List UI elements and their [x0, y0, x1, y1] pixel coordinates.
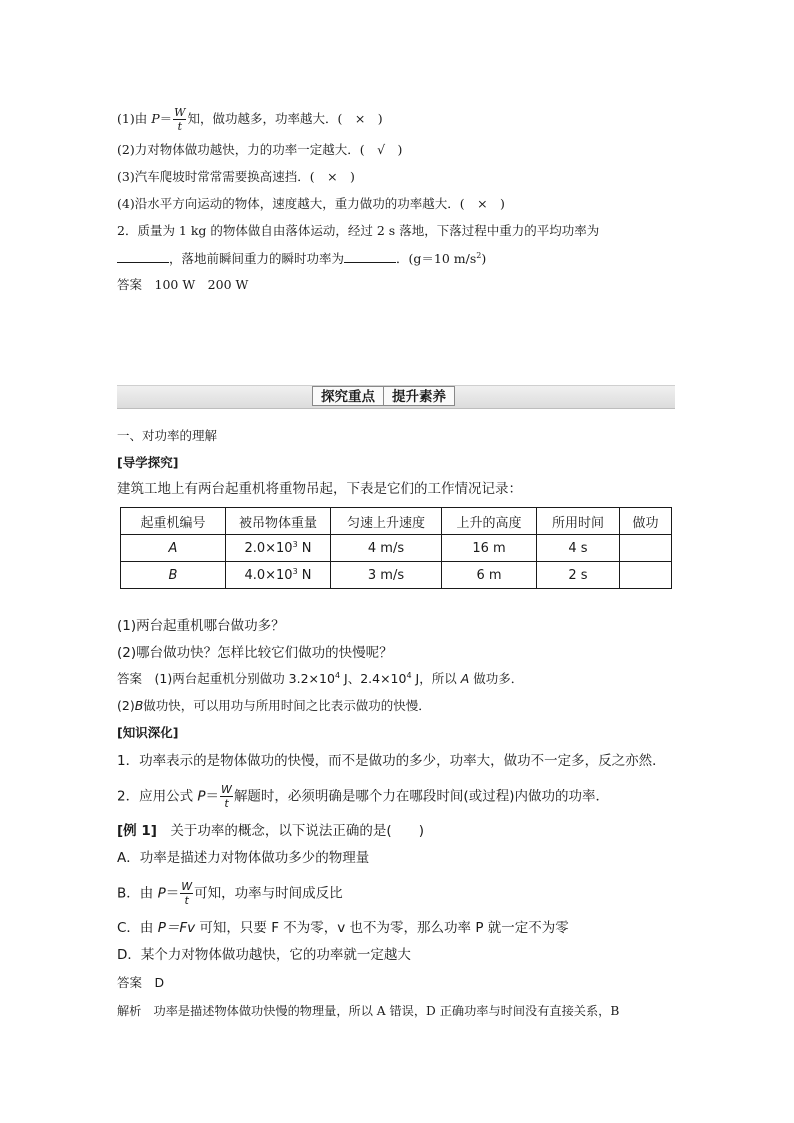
table-cell	[620, 562, 672, 589]
table-header: 匀速上升速度	[331, 508, 442, 535]
answer-1-prefix: 答案 (1)两台起重机分别做功 3.2×10	[117, 671, 335, 686]
work-over-time-fraction	[173, 107, 186, 132]
equals-sign: ＝	[159, 111, 173, 126]
question-2-close: )	[481, 251, 487, 266]
tf-item-4: (4)沿水平方向运动的物体，速度越大，重力做功的功率越大．( × )	[117, 196, 505, 211]
knowledge-point-2-prefix: 2．应用公式	[117, 788, 198, 805]
weight-exponent: 3	[292, 566, 298, 576]
table-row	[121, 535, 672, 562]
exponent: 4	[334, 671, 341, 680]
weight-unit: N	[297, 540, 312, 556]
table-cell	[226, 562, 331, 589]
exponent: 4	[406, 671, 412, 680]
knowledge-point-2	[117, 784, 609, 809]
fraction-numerator: W	[174, 106, 186, 119]
fraction-numerator: W	[221, 783, 232, 796]
crane-record-table	[120, 507, 672, 589]
fraction-denominator: t	[177, 120, 182, 133]
table-header: 做功	[620, 508, 672, 535]
option-b-text: 可知，功率与时间成反比	[194, 885, 343, 902]
knowledge-tag: [知识深化]	[117, 725, 179, 740]
crane-label: A	[460, 671, 470, 686]
fraction-denominator: t	[224, 797, 229, 810]
answer-2-text: 做功快，可以用功与所用时间之比表示做功的快慢．	[143, 698, 431, 713]
exponent: 2	[476, 251, 482, 260]
option-c-prefix: C．由	[117, 920, 158, 936]
answer-1-text: J，所以	[411, 671, 461, 686]
section-intro: 建筑工地上有两台起重机将重物吊起，下表是它们的工作情况记录：	[117, 481, 522, 497]
table-cell: 6 m	[442, 562, 537, 589]
table-cell: 16 m	[442, 535, 537, 562]
section-banner	[312, 386, 455, 406]
answer-blank-1	[117, 252, 169, 263]
example-1-stem	[117, 825, 424, 839]
table-cell: 3 m/s	[331, 562, 442, 589]
option-c-formula: P＝Fv	[157, 920, 196, 936]
equals-sign: ＝	[165, 885, 180, 902]
fraction-denominator: t	[184, 894, 189, 907]
table-header: 所用时间	[537, 508, 620, 535]
answer-1-suffix: 做功多．	[469, 671, 524, 686]
table-header: 被吊物体重量	[226, 508, 331, 535]
weight-exponent: 3	[292, 539, 298, 549]
tf-item-3: (3)汽车爬坡时常常需要换高速挡．( × )	[117, 169, 355, 184]
table-cell: A	[121, 535, 226, 562]
example-tag: [例 1]	[117, 823, 157, 839]
guide-question-2: (2)哪台做功快？怎样比较它们做功的快慢呢？	[117, 645, 393, 661]
option-b-prefix: B．由	[117, 885, 158, 902]
answer-2-prefix: (2)	[117, 698, 135, 713]
tf-item-1-text: 知，做功越多，功率越大．( × )	[187, 111, 383, 126]
table-cell	[620, 535, 672, 562]
tf-item-1-prefix: (1)由	[117, 111, 152, 126]
option-d: D．某个力对物体做功越快，它的功率就一定越大	[117, 947, 411, 963]
question-2-line-1: 2．质量为 1 kg 的物体做自由落体运动，经过 2 s 落地，下落过程中重力的平均功率为	[117, 223, 600, 238]
guide-question-1: (1)两台起重机哪台做功多？	[117, 618, 285, 634]
work-over-time-fraction	[220, 784, 233, 809]
table-cell: B	[121, 562, 226, 589]
guide-answer-2	[117, 700, 431, 713]
knowledge-point-2-text: 解题时，必须明确是哪个力在哪段时间(或过程)内做功的功率．	[233, 788, 609, 805]
weight-base: 2.0×10	[244, 540, 293, 556]
tf-item-1	[117, 107, 383, 132]
table-cell: 2 s	[537, 562, 620, 589]
option-c	[117, 922, 569, 936]
option-a: A．功率是描述力对物体做功多少的物理量	[117, 850, 370, 866]
question-2-end-text: ．(g＝10 m/s	[396, 251, 477, 266]
section-title: 一、对功率的理解	[117, 428, 218, 443]
table-cell: 4 m/s	[331, 535, 442, 562]
answer-blank-2	[344, 252, 396, 263]
weight-base: 4.0×10	[244, 567, 293, 583]
table-cell: 4 s	[537, 535, 620, 562]
power-symbol: P	[197, 788, 206, 805]
table-header: 起重机编号	[121, 508, 226, 535]
example-1-answer: 答案 D	[117, 975, 165, 990]
question-2-mid-text: ，落地前瞬间重力的瞬时功率为	[169, 251, 345, 266]
banner-left-label: 探究重点	[312, 386, 384, 406]
example-1-analysis: 解析 功率是描述物体做功快慢的物理量，所以 A 错误，D 正确功率与时间没有直接关系，B	[117, 1004, 620, 1018]
answer-1-mid: J、2.4×10	[340, 671, 407, 686]
option-b	[117, 881, 343, 906]
banner-right-label: 提升素养	[383, 386, 455, 406]
table-row	[121, 562, 672, 589]
question-2-line-2	[117, 252, 486, 266]
option-c-text: 可知，只要 F 不为零，v 也不为零，那么功率 P 就一定不为零	[195, 920, 569, 936]
table-cell	[226, 535, 331, 562]
knowledge-point-1: 1．功率表示的是物体做功的快慢，而不是做功的多少，功率大，做功不一定多，反之亦然．	[117, 753, 666, 769]
equals-sign: ＝	[205, 788, 220, 805]
guide-tag: [导学探究]	[117, 455, 179, 470]
weight-unit: N	[297, 567, 312, 583]
question-2-answer: 答案 100 W 200 W	[117, 277, 249, 292]
tf-item-2: (2)力对物体做功越快，力的功率一定越大．( √ )	[117, 142, 403, 157]
table-header-row	[121, 508, 672, 535]
fraction-numerator: W	[181, 880, 193, 893]
example-stem-text: 关于功率的概念，以下说法正确的是( )	[156, 823, 424, 839]
guide-answer-1	[117, 673, 523, 686]
work-over-time-fraction	[180, 881, 193, 906]
power-symbol: P	[157, 885, 166, 902]
table-header: 上升的高度	[442, 508, 537, 535]
power-symbol: P	[151, 111, 160, 126]
crane-label: B	[134, 698, 144, 713]
